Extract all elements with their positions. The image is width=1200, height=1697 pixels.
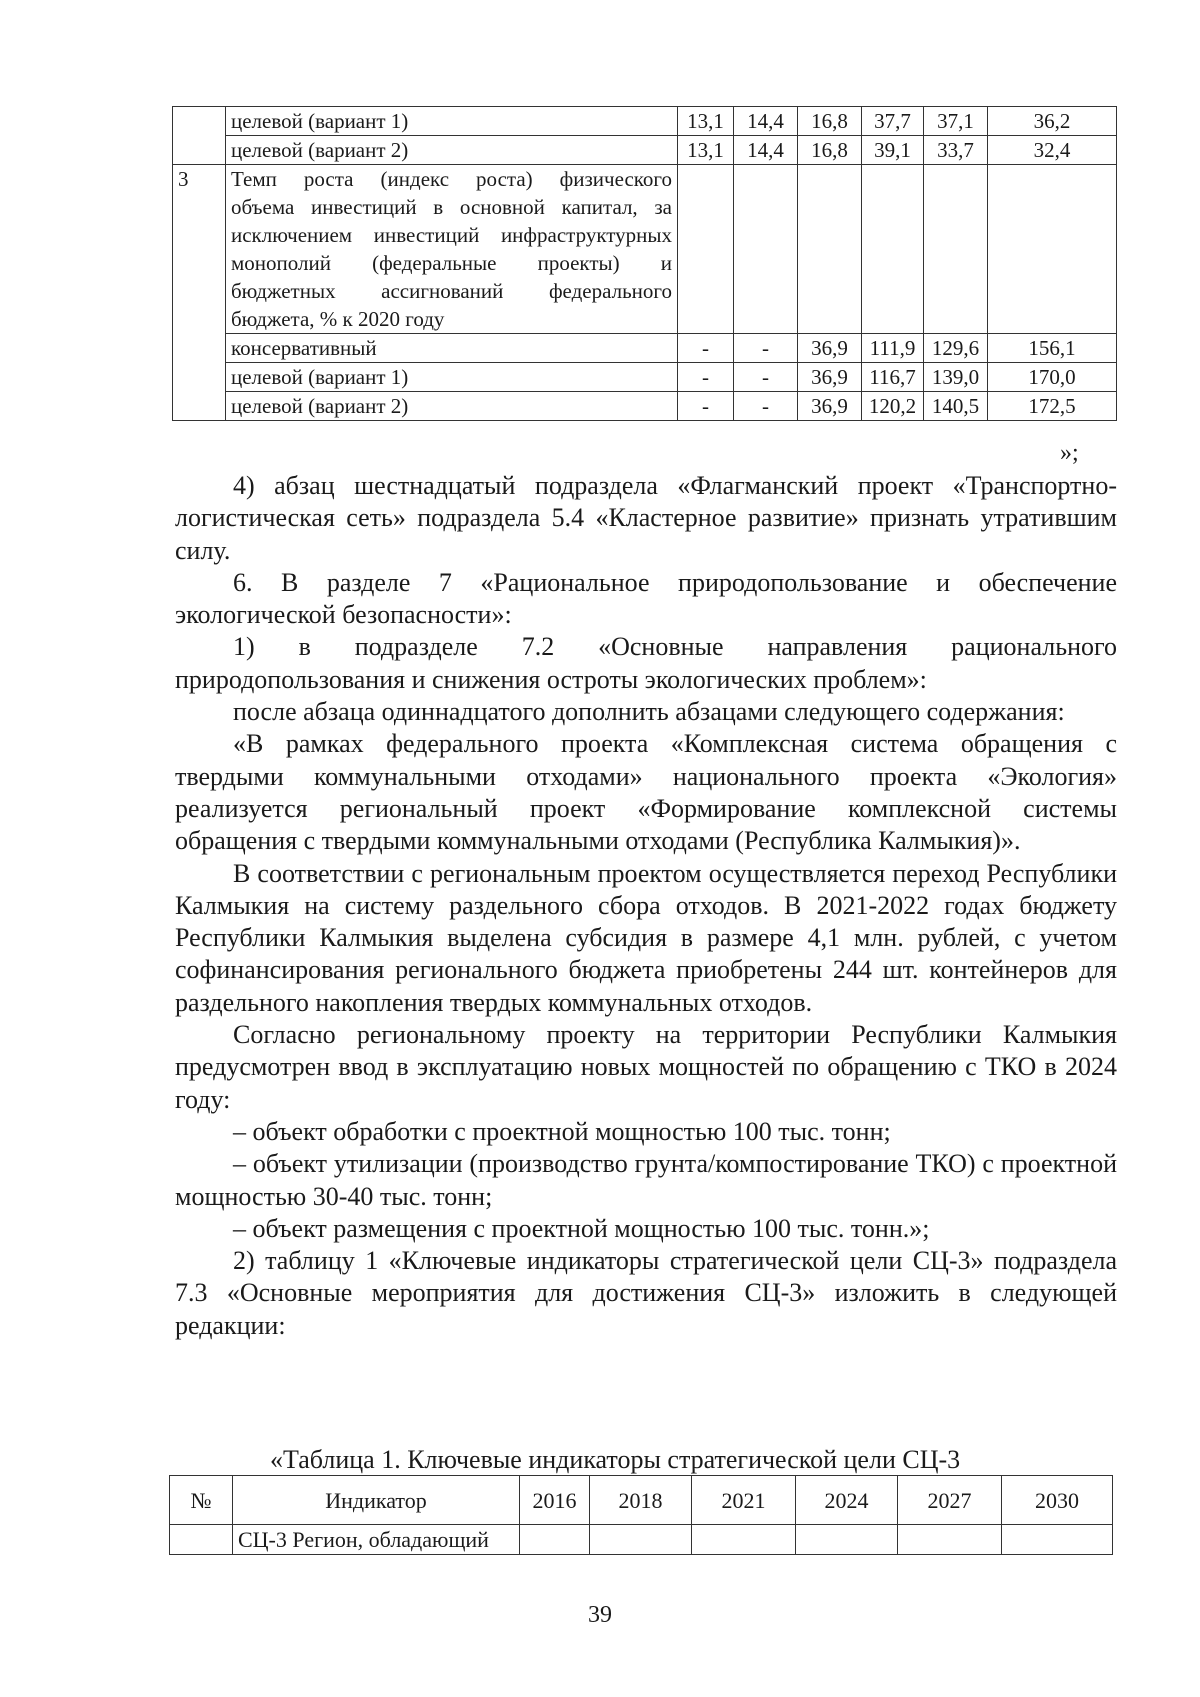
value-cell: 13,1	[678, 136, 734, 165]
value-cell: 129,6	[924, 334, 988, 363]
paragraph: «В рамках федерального проекта «Комплексная система обращения с твердыми коммунальными отходами» национального проекта «Экология» реализуется региональный проект «Формирование комплексной системы обращения с твердыми коммунальными отходами (Республика Калмыкия)».	[175, 729, 1117, 856]
value-cell: 16,8	[798, 136, 862, 165]
closing-quote: »;	[1060, 440, 1079, 466]
value-cell: -	[678, 363, 734, 392]
value-cell	[692, 1525, 796, 1555]
value-cell: 32,4	[988, 136, 1117, 165]
value-cell: 116,7	[862, 363, 924, 392]
value-cell: 36,9	[798, 392, 862, 421]
value-cell: 37,7	[862, 107, 924, 136]
table-header-row	[170, 1476, 1113, 1525]
value-cell: 33,7	[924, 136, 988, 165]
indicator-description: СЦ-3 Регион, обладающий	[233, 1525, 520, 1555]
indicator-line: бюджета, % к 2020 году	[231, 307, 445, 331]
value-cell: 120,2	[862, 392, 924, 421]
table-row	[173, 392, 1117, 421]
column-header: Индикатор	[233, 1476, 520, 1525]
row-label: целевой (вариант 2)	[226, 136, 678, 165]
value-cell: 36,9	[798, 363, 862, 392]
column-header: 2016	[520, 1476, 590, 1525]
row-number-cell	[173, 107, 226, 165]
value-cell	[796, 1525, 898, 1555]
value-cell	[678, 165, 734, 334]
value-cell	[520, 1525, 590, 1555]
indicator-table-continued	[172, 106, 1117, 421]
value-cell	[734, 165, 798, 334]
value-cell	[1002, 1525, 1113, 1555]
key-indicators-table	[169, 1475, 1113, 1555]
paragraph: 1) в подразделе 7.2 «Основные направления рационального природопользования и снижения остроты экологических проблем»:	[175, 632, 1117, 694]
list-item: – объект обработки с проектной мощностью 100 тыс. тонн;	[233, 1116, 891, 1146]
value-cell	[924, 165, 988, 334]
column-header: 2018	[590, 1476, 692, 1525]
table-row	[173, 136, 1117, 165]
table-row	[170, 1525, 1113, 1555]
paragraph: В соответствии с региональным проектом осуществляется переход Республики Калмыкия на систему раздельного сбора отходов. В 2021-2022 годах бюджету Республики Калмыкия выделена субсидия в размере 4,1 млн. рублей, с учетом софинансирования регионального бюджета приобретены 244 шт. контейнеров для раздельного накопления твердых коммунальных отходов.	[175, 858, 1117, 1017]
row-label: целевой (вариант 1)	[226, 363, 678, 392]
column-header: 2030	[1002, 1476, 1113, 1525]
indicator-line: бюджетных ассигнований федерального	[231, 279, 672, 303]
row-label: целевой (вариант 2)	[226, 392, 678, 421]
row-number: 3	[173, 165, 226, 421]
paragraph: 6. В разделе 7 «Рациональное природопользование и обеспечение экологической безопасности»:	[175, 567, 1117, 630]
paragraph: после абзаца одиннадцатого дополнить абзацами следующего содержания:	[233, 697, 1065, 727]
value-cell: 139,0	[924, 363, 988, 392]
value-cell: 140,5	[924, 392, 988, 421]
value-cell	[898, 1525, 1002, 1555]
value-cell: -	[734, 334, 798, 363]
table-row	[173, 334, 1117, 363]
value-cell: 37,1	[924, 107, 988, 136]
row-label: целевой (вариант 1)	[226, 107, 678, 136]
column-header: 2027	[898, 1476, 1002, 1525]
value-cell: 172,5	[988, 392, 1117, 421]
page-number: 39	[588, 1602, 612, 1628]
table-row	[173, 165, 1117, 334]
value-cell	[988, 165, 1117, 334]
column-header: №	[170, 1476, 233, 1525]
value-cell: 170,0	[988, 363, 1117, 392]
value-cell: 14,4	[734, 107, 798, 136]
list-item: – объект размещения с проектной мощностью 100 тыс. тонн.»;	[233, 1213, 930, 1243]
value-cell: 36,9	[798, 334, 862, 363]
value-cell	[590, 1525, 692, 1555]
value-cell: 39,1	[862, 136, 924, 165]
list-item: – объект утилизации (производство грунта/компостирование ТКО) с проектной мощностью 30-40 тыс. тонн;	[175, 1149, 1117, 1211]
table-row	[173, 363, 1117, 392]
row-number-cell	[170, 1525, 233, 1555]
value-cell: 111,9	[862, 334, 924, 363]
value-cell: -	[678, 392, 734, 421]
value-cell: 16,8	[798, 107, 862, 136]
indicator-description	[226, 165, 678, 334]
row-label: консервативный	[226, 334, 678, 363]
value-cell: 156,1	[988, 334, 1117, 363]
column-header: 2024	[796, 1476, 898, 1525]
paragraph: 2) таблицу 1 «Ключевые индикаторы стратегической цели СЦ-3» подраздела 7.3 «Основные мероприятия для достижения СЦ-3» изложить в следующей редакции:	[175, 1246, 1117, 1340]
paragraph: 4) абзац шестнадцатый подраздела «Флагманский проект «Транспортно-логистическая сеть» подраздела 5.4 «Кластерное развитие» признать утратившим силу.	[175, 471, 1117, 565]
indicator-line: монополий (федеральные проекты) и	[231, 251, 672, 275]
value-cell	[798, 165, 862, 334]
value-cell: -	[678, 334, 734, 363]
value-cell: 36,2	[988, 107, 1117, 136]
table-caption: «Таблица 1. Ключевые индикаторы стратегической цели СЦ-3	[270, 1445, 961, 1474]
value-cell: -	[734, 392, 798, 421]
indicator-line: Темп роста (индекс роста) физического	[231, 167, 672, 191]
indicator-line: объема инвестиций в основной капитал, за	[231, 195, 672, 219]
value-cell: 14,4	[734, 136, 798, 165]
column-header: 2021	[692, 1476, 796, 1525]
value-cell: -	[734, 363, 798, 392]
paragraph: Согласно региональному проекту на территории Республики Калмыкия предусмотрен ввод в эксплуатацию новых мощностей по обращению с ТКО в 2024 году:	[175, 1020, 1117, 1114]
table-row	[173, 107, 1117, 136]
value-cell: 13,1	[678, 107, 734, 136]
indicator-line: исключением инвестиций инфраструктурных	[231, 223, 672, 247]
value-cell	[862, 165, 924, 334]
document-body	[175, 470, 1117, 1342]
